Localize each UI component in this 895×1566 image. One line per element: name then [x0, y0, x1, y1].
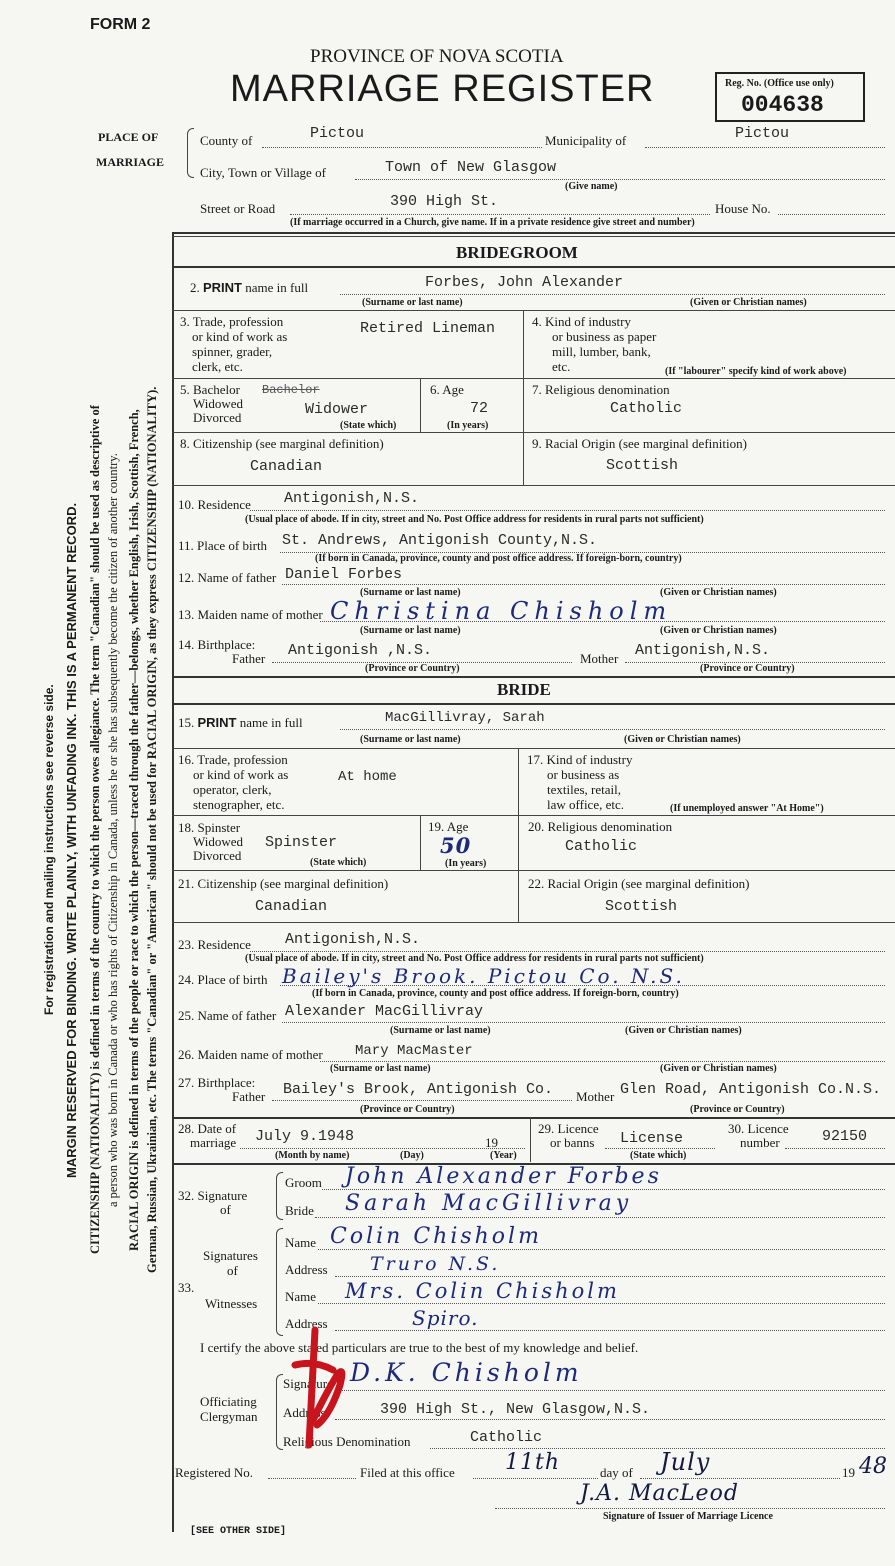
f18-label: Widowed: [193, 834, 244, 849]
f17-note: (If unemployed answer "At Home"): [670, 803, 824, 814]
caption: (Province or Country): [690, 1104, 785, 1115]
bride-signature: Sarah MacGillivray: [345, 1191, 633, 1216]
dotted-line: [778, 214, 885, 215]
margin-citizenship-2: a person who was born in Canada or who has rights of Citizenship in Canada, unless he or she has subsequently become the citizen of another country.: [106, 453, 120, 1207]
f3-label: or kind of work as: [192, 329, 288, 344]
witness-label: Signatures: [203, 1248, 258, 1263]
f17-label: textiles, retail,: [547, 782, 622, 797]
dotted-line: [250, 951, 885, 952]
dotted-line: [320, 1061, 885, 1062]
f15-number: 15.: [178, 715, 195, 730]
divider: [172, 378, 895, 379]
caption: (Usual place of abode. If in city, street and No. Post Office address for residents in rural parts not sufficient): [245, 953, 704, 964]
caption: (Given or Christian names): [690, 297, 807, 308]
bride-age-handwritten: 50: [440, 833, 472, 858]
brace: [276, 1374, 283, 1450]
street-label: Street or Road: [200, 201, 276, 216]
mother-label: Mother: [576, 1089, 615, 1104]
margin-racial-1: RACIAL ORIGIN is defined in terms of the people or race to which the person—traced through the father—belongs, whether English, Irish, Scottish, French,: [127, 409, 141, 1251]
f17-label: or business as: [547, 767, 620, 782]
filed-label: Filed at this office: [360, 1465, 455, 1480]
f24-label: 24. Place of birth: [178, 972, 268, 987]
f29-label: 29. Licence: [538, 1121, 599, 1136]
bride-father: Alexander MacGillivray: [285, 1003, 484, 1020]
dotted-line: [318, 1303, 885, 1304]
dotted-line: [290, 214, 710, 215]
clergy-signature: D.K. Chisholm: [350, 1358, 583, 1387]
f11-label: 11. Place of birth: [178, 538, 268, 553]
bride-racial-origin: Scottish: [605, 898, 678, 915]
form-border: [172, 232, 174, 1532]
caption: (Given or Christian names): [660, 1063, 777, 1074]
f21-label: 21. Citizenship (see marginal definition): [178, 876, 389, 891]
see-other-side: [SEE OTHER SIDE]: [190, 1526, 287, 1537]
bride-mother: Mary MacMaster: [355, 1043, 473, 1059]
bride-residence: Antigonish,N.S.: [285, 931, 421, 948]
divider: [420, 378, 421, 432]
f4-label: 4. Kind of industry: [532, 314, 631, 329]
f18-label: Divorced: [193, 848, 242, 863]
issuer-signature: J.A. MacLeod: [580, 1481, 739, 1506]
dotted-line: [240, 1148, 525, 1149]
filed-month: July: [660, 1448, 711, 1476]
clergy-address-label: Address: [283, 1405, 326, 1420]
filed-year-prefix: 19: [842, 1465, 855, 1480]
caption: (Province or Country): [365, 663, 460, 674]
place-note: (If marriage occurred in a Church, give name. If in a private residence give street and number): [290, 217, 695, 228]
groom-status: Widower: [305, 401, 369, 418]
dotted-line: [340, 729, 885, 730]
groom-racial-origin: Scottish: [606, 457, 679, 474]
dotted-line: [645, 147, 885, 148]
page-title: MARRIAGE REGISTER: [230, 68, 655, 110]
groom-mother-handwritten: Christina Chisholm: [330, 597, 673, 625]
f2-number: 2.: [190, 280, 200, 295]
reg-no: 004638: [741, 92, 824, 118]
issuer-label: Signature of Issuer of Marriage Licence: [603, 1511, 773, 1522]
groom-religion: Catholic: [610, 400, 683, 417]
filed-day: 11th: [505, 1450, 561, 1475]
f27-label: 27. Birthplace:: [178, 1075, 256, 1090]
filed-year-suffix: 48: [859, 1454, 887, 1479]
divider: [172, 815, 895, 816]
municipality-value: Pictou: [735, 125, 790, 142]
dotted-line: [640, 1478, 840, 1479]
street-value: 390 High St.: [390, 193, 499, 210]
f32-label: of: [220, 1202, 231, 1217]
f14-label: 14. Birthplace:: [178, 637, 256, 652]
divider: [172, 676, 895, 678]
bride-trade: At home: [338, 769, 397, 785]
margin-instructions: For registration and mailing instructions see reverse side.: [42, 684, 56, 1016]
f26-label: 26. Maiden name of mother: [178, 1047, 323, 1062]
place-label-2: MARRIAGE: [96, 155, 164, 169]
dotted-line: [282, 584, 885, 585]
licence-or-banns: License: [620, 1130, 684, 1147]
place-label-1: PLACE OF: [98, 130, 159, 144]
divider: [172, 485, 895, 486]
brace: [276, 1228, 283, 1336]
dotted-line: [315, 1217, 885, 1218]
f22-label: 22. Racial Origin (see marginal definition): [528, 876, 750, 891]
f30-label: number: [740, 1135, 780, 1150]
f12-label: 12. Name of father: [178, 570, 277, 585]
f4-label: mill, lumber, bank,: [552, 344, 651, 359]
mother-label: Mother: [580, 651, 619, 666]
year-prefix: 19: [485, 1135, 498, 1150]
f30-label: 30. Licence: [728, 1121, 789, 1136]
bride-mother-birthplace: Glen Road, Antigonish Co.N.S.: [620, 1081, 882, 1098]
brace: [276, 1172, 283, 1220]
certify-text: I certify the above stated particulars are true to the best of my knowledge and belief.: [200, 1340, 639, 1355]
city-label: City, Town or Village of: [200, 165, 326, 180]
groom-mother-birthplace: Antigonish,N.S.: [635, 642, 771, 659]
reg-no-box: [715, 72, 865, 122]
bride-citizenship: Canadian: [255, 898, 328, 915]
marriage-date: July 9.1948: [255, 1128, 355, 1145]
caption: (Given or Christian names): [624, 734, 741, 745]
dotted-line: [785, 1148, 885, 1149]
dotted-line: [473, 1478, 598, 1479]
red-check-mark: [285, 1325, 355, 1450]
caption: (State which): [340, 420, 397, 431]
divider: [172, 922, 895, 923]
f8-label: 8. Citizenship (see marginal definition): [180, 436, 384, 451]
divider: [172, 1117, 895, 1119]
f2-print: PRINT: [203, 280, 242, 295]
caption: (Surname or last name): [360, 625, 461, 636]
groom-age: 72: [470, 400, 489, 417]
caption: (Given or Christian names): [660, 587, 777, 598]
witness1-name: Colin Chisholm: [330, 1224, 542, 1249]
f13-label: 13. Maiden name of mother: [178, 607, 323, 622]
caption: (In years): [445, 858, 487, 869]
witness2-name-label: Name: [285, 1289, 317, 1304]
clergy-signature-label: Signature: [283, 1376, 333, 1391]
groom-signature: John Alexander Forbes: [345, 1164, 662, 1189]
reg-no-label: Reg. No. (Office use only): [725, 78, 834, 89]
f18-label: 18. Spinster: [178, 820, 241, 835]
bride-name: MacGillivray, Sarah: [385, 710, 545, 726]
section-bride: BRIDE: [497, 680, 551, 699]
dotted-line: [338, 1390, 885, 1391]
divider: [172, 870, 895, 871]
groom-sig-label: Groom: [285, 1175, 322, 1190]
father-label: Father: [232, 1089, 266, 1104]
bride-birthplace-handwritten: Bailey's Brook. Pictou Co. N.S.: [282, 964, 685, 988]
f6-label: 6. Age: [430, 382, 464, 397]
witness2-address: Spiro.: [412, 1306, 479, 1330]
dotted-line: [605, 1148, 715, 1149]
dotted-line: [268, 1478, 356, 1479]
groom-residence: Antigonish,N.S.: [284, 490, 420, 507]
f4-label: etc.: [552, 359, 571, 374]
caption: (Province or Country): [360, 1104, 455, 1115]
witness1-name-label: Name: [285, 1235, 317, 1250]
father-label: Father: [232, 651, 266, 666]
divider: [172, 310, 895, 311]
f9-label: 9. Racial Origin (see marginal definition): [532, 436, 747, 451]
f19-label: 19. Age: [428, 819, 469, 834]
caption: (Surname or last name): [362, 297, 463, 308]
clergy-religion: Catholic: [470, 1429, 543, 1446]
clergy-address: 390 High St., New Glasgow,N.S.: [380, 1401, 651, 1418]
f15-label: [178, 715, 303, 730]
margin-racial-2: German, Russian, Ukrainian, etc. The terms "Canadian" or "American" should not be used for RACIAL ORIGIN, as they express CITIZENSHIP (NATIONALITY).: [145, 386, 159, 1274]
f28-label: marriage: [190, 1135, 237, 1150]
f28-label: 28. Date of: [178, 1121, 237, 1136]
groom-trade: Retired Lineman: [360, 320, 496, 337]
dotted-line: [355, 179, 885, 180]
caption: (Surname or last name): [390, 1025, 491, 1036]
divider: [172, 266, 895, 268]
f3-label: clerk, etc.: [192, 359, 243, 374]
divider: [530, 1117, 531, 1162]
f5-label: Widowed: [193, 396, 244, 411]
f4-label: or business as paper: [552, 329, 657, 344]
f16-label: or kind of work as: [193, 767, 289, 782]
groom-father-birthplace: Antigonish ,N.S.: [288, 642, 433, 659]
give-name-caption: (Give name): [565, 181, 618, 192]
dotted-line: [318, 1249, 885, 1250]
day-of-label: day of: [600, 1465, 633, 1480]
caption: (State which): [630, 1150, 687, 1161]
margin-citizenship-1: CITIZENSHIP (NATIONALITY) is defined in terms of the country to which the person owes allegiance. The term "Canadian" should be used as descriptive of: [88, 405, 102, 1255]
groom-birthplace: St. Andrews, Antigonish County,N.S.: [282, 532, 598, 549]
caption: (Surname or last name): [360, 587, 461, 598]
f17-label: 17. Kind of industry: [527, 752, 633, 767]
f29-label: or banns: [550, 1135, 595, 1150]
f5-label: 5. Bachelor: [180, 382, 240, 397]
f2-label: [190, 280, 308, 295]
registered-no-label: Registered No.: [175, 1465, 253, 1480]
groom-citizenship: Canadian: [250, 458, 323, 475]
divider: [518, 748, 519, 922]
witness1-address: Truro N.S.: [370, 1253, 501, 1275]
groom-father: Daniel Forbes: [285, 566, 403, 583]
dotted-line: [262, 147, 542, 148]
witness-label: of: [227, 1263, 238, 1278]
dotted-line: [495, 1508, 885, 1509]
city-value: Town of New Glasgow: [385, 159, 557, 176]
f7-label: 7. Religious denomination: [532, 382, 670, 397]
witness2-address-label: Address: [285, 1316, 328, 1331]
f32-label: 32. Signature: [178, 1188, 248, 1203]
f33-label: 33.: [178, 1280, 195, 1295]
bride-father-birthplace: Bailey's Brook, Antigonish Co.: [283, 1081, 554, 1098]
dotted-line: [282, 1022, 885, 1023]
county-value: Pictou: [310, 125, 365, 142]
divider: [172, 232, 895, 234]
officiating-label: Clergyman: [200, 1409, 258, 1424]
f25-label: 25. Name of father: [178, 1008, 277, 1023]
margin-binding-note: MARGIN RESERVED FOR BINDING. WRITE PLAINLY, WITH UNFADING INK. THIS IS A PERMANENT RECORD.: [64, 502, 79, 1178]
caption: (If born in Canada, province, county and post office address. If foreign-born, country): [315, 553, 682, 564]
caption: (If born in Canada, province, county and post office address. If foreign-born, country): [312, 988, 679, 999]
divider: [172, 748, 895, 749]
f16-label: operator, clerk,: [193, 782, 272, 797]
f5-label: Divorced: [193, 410, 242, 425]
brace: [187, 128, 194, 178]
struck-status: Bachelor: [262, 383, 320, 397]
caption: (Surname or last name): [330, 1063, 431, 1074]
caption: (State which): [310, 857, 367, 868]
groom-name: Forbes, John Alexander: [425, 274, 624, 291]
caption: (Surname or last name): [360, 734, 461, 745]
witness1-address-label: Address: [285, 1262, 328, 1277]
form-number: FORM 2: [90, 16, 151, 33]
f10-label: 10. Residence: [178, 497, 251, 512]
caption: (Given or Christian names): [625, 1025, 742, 1036]
caption: (Usual place of abode. If in city, street and No. Post Office address for residents in rural parts not sufficient): [245, 514, 704, 525]
dotted-line: [272, 1100, 572, 1101]
section-bridegroom: BRIDEGROOM: [456, 243, 578, 262]
officiating-label: Officiating: [200, 1394, 257, 1409]
f16-label: 16. Trade, profession: [178, 752, 288, 767]
bride-religion: Catholic: [565, 838, 638, 855]
dotted-line: [335, 1330, 885, 1331]
f4-note: (If "labourer" specify kind of work above): [665, 366, 847, 377]
dotted-line: [430, 1448, 885, 1449]
dotted-line: [340, 294, 885, 295]
f17-label: law office, etc.: [547, 797, 624, 812]
f15-text: name in full: [239, 715, 303, 730]
divider: [172, 236, 895, 237]
dotted-line: [250, 510, 885, 511]
house-label: House No.: [715, 201, 771, 216]
divider: [523, 310, 524, 485]
bride-status: Spinster: [265, 834, 338, 851]
divider: [420, 815, 421, 870]
f16-label: stenographer, etc.: [193, 797, 285, 812]
f23-label: 23. Residence: [178, 937, 251, 952]
f3-label: 3. Trade, profession: [180, 314, 284, 329]
caption: (Province or Country): [700, 663, 795, 674]
caption: (Month by name): [275, 1150, 350, 1161]
caption: (In years): [447, 420, 489, 431]
dotted-line: [322, 1189, 885, 1190]
caption: (Year): [490, 1150, 517, 1161]
f20-label: 20. Religious denomination: [528, 819, 673, 834]
dotted-line: [335, 1276, 885, 1277]
witness2-name: Mrs. Colin Chisholm: [345, 1279, 620, 1303]
dotted-line: [335, 1419, 885, 1420]
clergy-religion-label: Religious Denomination: [283, 1434, 411, 1449]
f3-label: spinner, grader,: [192, 344, 273, 359]
bride-sig-label: Bride: [285, 1203, 314, 1218]
witness-label: Witnesses: [205, 1296, 258, 1311]
caption: (Day): [400, 1150, 424, 1161]
county-label: County of: [200, 133, 253, 148]
licence-number: 92150: [822, 1128, 868, 1145]
province-title: PROVINCE OF NOVA SCOTIA: [310, 46, 564, 67]
f15-print: PRINT: [197, 715, 237, 730]
caption: (Given or Christian names): [660, 625, 777, 636]
municipality-label: Municipality of: [545, 133, 627, 148]
divider: [172, 432, 895, 433]
f2-text: name in full: [245, 280, 309, 295]
divider: [172, 703, 895, 705]
